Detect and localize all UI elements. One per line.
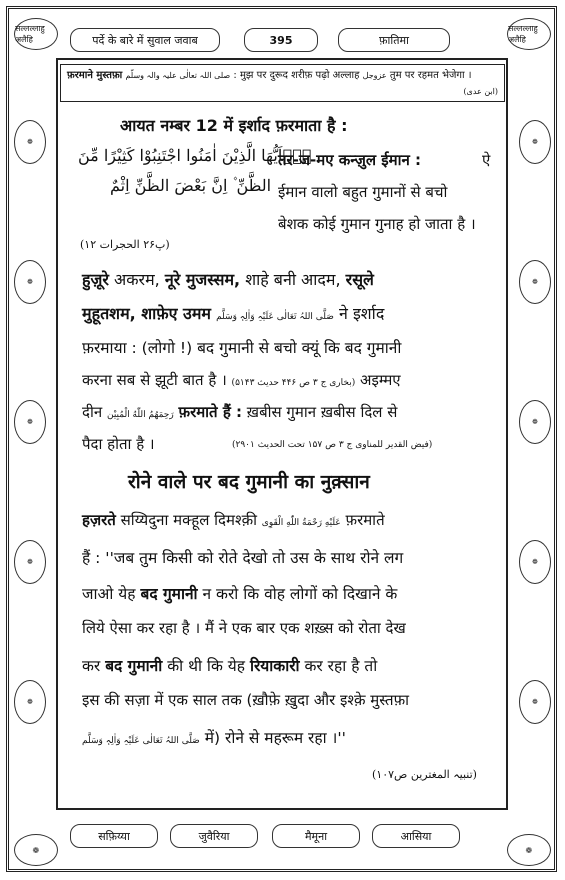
reference-tanbih: (تنبیہ المغترین ص۱۰۷)	[372, 768, 477, 781]
paragraph-2-line-6	[82, 434, 155, 454]
text-jao: जाओ येह	[82, 585, 136, 603]
corner-label: सल्लल्लाहु अलैहि	[15, 24, 45, 44]
text-na-karo: न करो कि वोह लोगों को दिखाने के	[202, 585, 398, 603]
text-muhtasham: मुहूतशम, शाफ़ेए उमम	[82, 304, 211, 323]
corner-medallion-top-left	[14, 18, 58, 50]
text-bad-gumani: बद गुमानी	[105, 657, 163, 675]
text-khabees: ख़बीस गुमान ख़बीस दिल से	[246, 403, 398, 421]
header-right-title-text: फ़ातिमा	[379, 33, 409, 47]
text-farmate: फ़रमाते हैं :	[178, 403, 243, 421]
footer-tab-1	[70, 824, 158, 848]
paragraph-3-line-2: हैं : ''जब तुम किसी को रोते देखो तो उस के साथ रोने लग	[82, 549, 404, 567]
side-medallion-left: ❁	[14, 120, 46, 164]
translation-line-2: ईमान वालो बहुत गुमानों से बचो	[278, 183, 448, 201]
hadith-end: तुम पर रहमत भेजेगा ।	[389, 70, 472, 81]
footer-tab-3	[272, 824, 360, 848]
hadith-box	[60, 64, 505, 102]
verse-reference: (پ۲۶ الحجرات ۱۲)	[80, 238, 170, 251]
paragraph-3-line-4: लिये ऐसा कर रहा है । मैं ने एक बार एक शख़्स को रोता देख	[82, 619, 406, 637]
hadith-prefix: फ़रमाने मुस्तफ़ा	[67, 70, 123, 81]
footer-tab-2	[170, 824, 258, 848]
footer-tab-label: मैमूना	[304, 829, 328, 843]
side-medallion-left: ❁	[14, 540, 46, 584]
header-left-title	[70, 28, 220, 52]
reference-faizul-qadeer: (فیض القدیر للمناوی ج ۳ ص ۱۵۷ تحت الحدیث ۲۹۰۱)	[232, 440, 433, 450]
text-deen: दीन	[82, 403, 103, 421]
text-aimmae: अइम्मए	[360, 371, 401, 389]
paragraph-2-line-3: फ़रमाया : (लोगो !) बद गुमानी से बचो क्यूं कि बद गुमानी	[82, 339, 402, 357]
translation-label: तर-ज-मए कन्ज़ुल ईमान :	[278, 151, 422, 169]
paragraph-2-line-4	[82, 370, 401, 390]
corner-medallion-top-right	[507, 18, 551, 50]
alaihi-rahma-arabic: عَلَيْهِ رَحْمَةُ اللّٰهِ الْقَوِى	[261, 518, 341, 528]
paragraph-3-line-3	[82, 582, 397, 604]
paragraph-3-line-5	[82, 654, 377, 676]
page-number-text: 395	[269, 33, 293, 47]
side-medallion-right: ❁	[519, 120, 551, 164]
translation-line-3: बेशक कोई गुमान गुनाह हो जाता है ।	[278, 215, 476, 233]
section-heading: रोने वाले पर बद गुमानी का नुक़्सान	[128, 471, 370, 493]
arabic-verse-line-2: الظَّنِّ ۫ اِنَّ بَعْضَ الظَّنِّ اِثْمٌ	[110, 176, 272, 195]
text-ki-thi: की थी कि येह	[167, 657, 245, 675]
hadith-text: : मुझ पर दुरूद शरीफ़ पढ़ो अल्लाह	[233, 70, 360, 81]
text-rasule: रसूले	[345, 270, 374, 289]
page-number	[244, 28, 318, 52]
corner-medallion-bottom-left: ❁	[14, 834, 58, 866]
salutation-arabic: صلی اللہ تعالٰی علیہ والہ وسلّم	[125, 71, 231, 80]
paragraph-3-line-1	[82, 510, 385, 530]
text-ne-irshad: ने इर्शाद	[338, 304, 385, 323]
footer-tab-label: आसिया	[400, 829, 432, 843]
hadith-reference: (ابن عدی)	[463, 87, 498, 96]
paragraph-2-line-5	[82, 402, 397, 422]
azawajal-arabic: عزوجل	[362, 71, 387, 80]
header-left-title-text: पर्दे के बारे में सुवाल जवाब	[92, 33, 198, 47]
paragraph-2-line-2	[82, 302, 384, 324]
side-medallion-right: ❁	[519, 680, 551, 724]
corner-medallion-bottom-right: ❁	[507, 834, 551, 866]
arabic-verse-line-1: يٰۤاَيُّهَا الَّذِيْنَ اٰمَنُوا اجْتَنِبُوْا كَثِيْرًا مِّنَ	[78, 146, 312, 165]
reference-bukhari: (بخاری ج ۳ ص ۴۴۶ حدیث ۵۱۴۳)	[231, 378, 356, 388]
footer-tab-label: जुवैरिया	[198, 829, 230, 843]
side-medallion-right: ❁	[519, 540, 551, 584]
paragraph-3-line-6: इस की सज़ा में एक साल तक (ख़ौफ़े ख़ुदा और इश्क़े मुस्तफ़ा	[82, 691, 410, 709]
corner-label: सल्लल्लाहु अलैहि	[508, 24, 538, 44]
text-hazure: हुज़ूरे	[82, 270, 109, 289]
text-akram: अकरम,	[114, 270, 160, 289]
text-kar-raha: कर रहा है तो	[304, 657, 378, 675]
header-right-title	[338, 28, 450, 52]
text-paida: पैदा होता है ।	[82, 435, 155, 453]
text-riyakari: रियाकारी	[249, 657, 300, 675]
text-noore: नूरे मुजस्सम,	[164, 270, 241, 289]
verse-intro: आयत नम्बर 12 में इर्शाद फ़रमाता है :	[120, 116, 348, 135]
rahimahum-arabic: رَحِمَهُمُ اللّٰهُ الْمُبِيْن	[106, 410, 174, 420]
text-hazrate: हज़रते	[82, 511, 116, 529]
footer-tab-label: सफ़िय्या	[98, 829, 130, 843]
salutation-arabic: صَلَّی اللہُ تَعَالٰی عَلَیْہِ وَاٰلِہٖ وَسَلَّم	[82, 736, 200, 746]
text-farmate: फ़रमाते	[345, 511, 385, 529]
paragraph-3-line-7	[82, 726, 346, 748]
text-rone-se: में) रोने से महरूम रहा ।''	[204, 729, 346, 747]
side-medallion-right: ❁	[519, 260, 551, 304]
text-bad-gumani: बद गुमानी	[140, 585, 198, 603]
side-medallion-left: ❁	[14, 260, 46, 304]
text-kar: कर	[82, 657, 101, 675]
side-medallion-left: ❁	[14, 680, 46, 724]
paragraph-2-line-1	[82, 268, 374, 290]
footer-tab-4	[372, 824, 460, 848]
text-shahe: शाहे बनी आदम,	[245, 270, 341, 289]
text-karna: करना सब से झूटी बात है ।	[82, 371, 227, 389]
side-medallion-right: ❁	[519, 400, 551, 444]
translation-word: ऐ	[482, 151, 491, 169]
side-medallion-left: ❁	[14, 400, 46, 444]
text-makhool: सय्यिदुना मक्हूल दिमश्क़ी	[120, 511, 257, 529]
salutation-arabic: صَلَّی اللہُ تَعَالٰی عَلَیْہِ وَاٰلِہٖ وَسَلَّم	[216, 312, 334, 322]
